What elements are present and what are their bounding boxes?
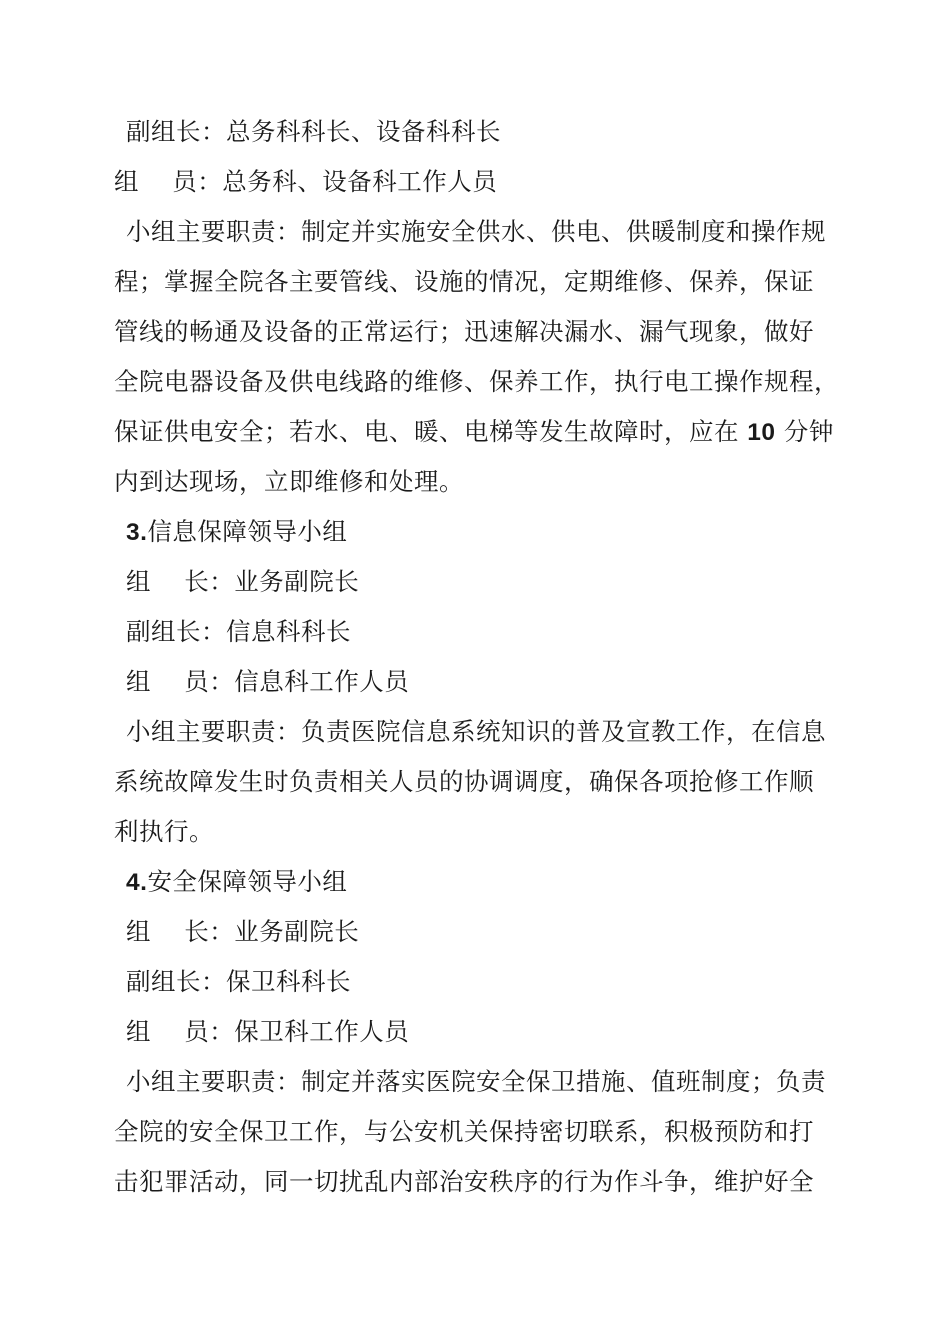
section-number-4: 4. — [126, 869, 148, 896]
duties-line-2-security: 全院的安全保卫工作，与公安机关保持密切联系，积极预防和打 — [114, 1117, 814, 1146]
duties-line-6-facilities: 内到达现场，立即维修和处理。 — [114, 467, 464, 496]
duties-line-3-facilities: 管线的畅通及设备的正常运行；迅速解决漏水、漏气现象，做好 — [114, 317, 814, 346]
duties-line-2-info: 系统故障发生时负责相关人员的协调调度，确保各项抢修工作顺 — [114, 767, 814, 796]
duties-line-5-facilities: 保证供电安全；若水、电、暖、电梯等发生故障时，应在 10 分钟 — [114, 417, 834, 446]
duties-line-3-info: 利执行。 — [114, 817, 214, 846]
section-heading-4: 4.安全保障领导小组 — [126, 867, 348, 896]
duties-line-1-security: 小组主要职责：制定并落实医院安全保卫措施、值班制度；负责 — [126, 1067, 826, 1096]
section-heading-3: 3.信息保障领导小组 — [126, 517, 348, 546]
duties-line-2-facilities: 程；掌握全院各主要管线、设施的情况，定期维修、保养，保证 — [114, 267, 814, 296]
deputy-leader-line-security: 副组长：保卫科科长 — [126, 967, 351, 996]
deputy-leader-line-facilities: 副组长：总务科科长、设备科科长 — [126, 117, 501, 146]
leader-line-security: 组 长：业务副院长 — [126, 917, 360, 946]
ten-minutes-number: 10 — [747, 419, 776, 446]
duties-line-1-info: 小组主要职责：负责医院信息系统知识的普及宣教工作，在信息 — [126, 717, 826, 746]
duties-line-1-facilities: 小组主要职责：制定并实施安全供水、供电、供暖制度和操作规 — [126, 217, 826, 246]
members-line-facilities: 组 员：总务科、设备科工作人员 — [114, 167, 498, 196]
members-line-security: 组 员：保卫科工作人员 — [126, 1017, 410, 1046]
members-line-info: 组 员：信息科工作人员 — [126, 667, 410, 696]
leader-line-info: 组 长：业务副院长 — [126, 567, 360, 596]
duties-line-4-facilities: 全院电器设备及供电线路的维修、保养工作，执行电工操作规程， — [114, 367, 839, 396]
duties-line-3-security: 击犯罪活动，同一切扰乱内部治安秩序的行为作斗争，维护好全 — [114, 1167, 814, 1196]
deputy-leader-line-info: 副组长：信息科科长 — [126, 617, 351, 646]
section-number-3: 3. — [126, 519, 148, 546]
